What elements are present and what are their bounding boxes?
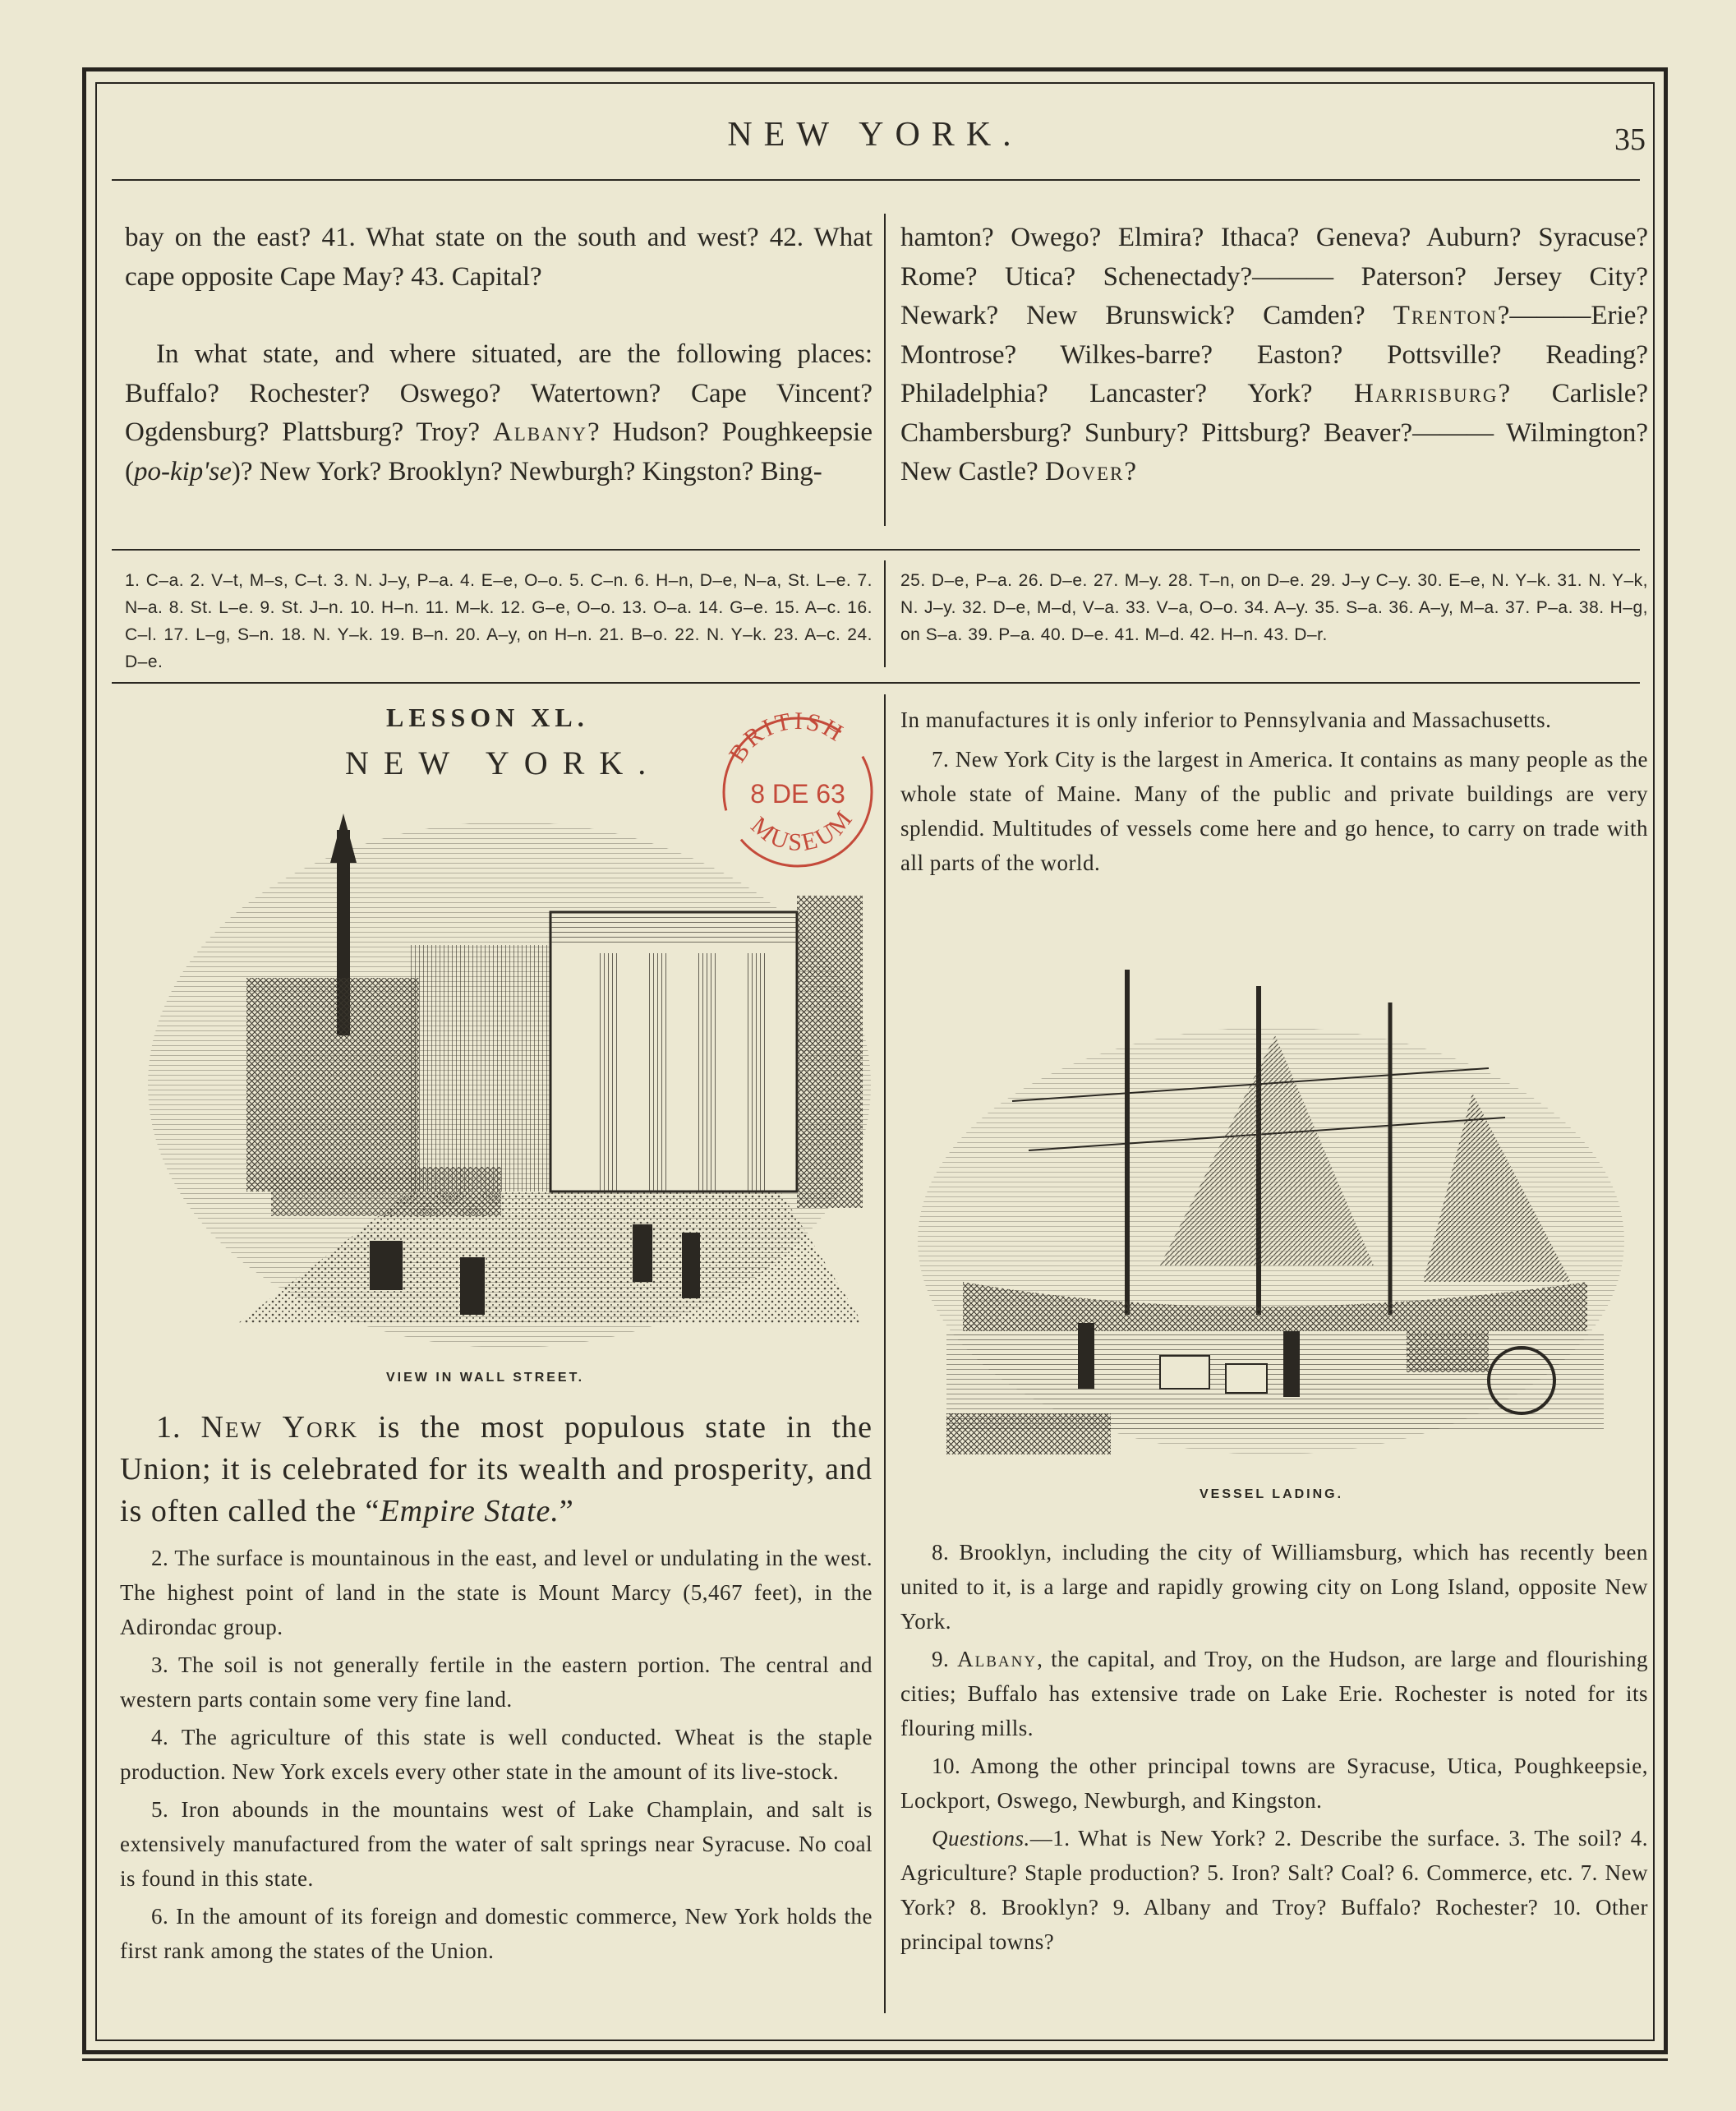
wall-street-engraving xyxy=(140,814,879,1356)
bottom-rule xyxy=(82,2058,1668,2061)
capital-dover: Dover xyxy=(1044,457,1125,486)
svg-text:BRITISH xyxy=(724,708,850,767)
column-divider-answers xyxy=(884,560,886,667)
paragraph-8: 8. Brooklyn, including the city of Williamsburg, which has recently been united to it, is a large and rapidly growing city on Long Island, opposite New York. xyxy=(900,1540,1648,1634)
state-name: New York xyxy=(200,1410,359,1445)
paragraph-text: ” xyxy=(559,1494,574,1528)
questions-text: In what state, and where situated, are the following places: Buffalo? Rochester? Oswego? Watertown? Cape Vincent? Ogdensburg? Plattsburg? Troy? xyxy=(125,339,873,447)
pronunciation: po-kip'se xyxy=(134,456,232,486)
paragraph-10: 10. Among the other principal towns are Syracuse, Utica, Poughkeepsie, Lockport, Oswego, Newburgh, and Kingston. xyxy=(900,1754,1648,1813)
header-rule xyxy=(112,179,1640,181)
capital-harrisburg: Harrisburg xyxy=(1354,379,1499,408)
page-running-title: NEW YORK. xyxy=(727,116,1023,154)
paragraph-5: 5. Iron abounds in the mountains west of Lake Champlain, and salt is extensively manufactured from the water of salt springs near Syracuse. No coal is found in this state. xyxy=(120,1797,873,1891)
paragraph-text: , the capital, and Troy, on the Hudson, are large and flourishing cities; Buffalo has extensive trade on Lake Erie. Rochester is noted for its flouring mills. xyxy=(900,1647,1648,1740)
column-divider-main xyxy=(884,694,886,2013)
questions-text: ?———Erie? Montrose? Wilkes-barre? Easton? Pottsville? Reading? Philadelphia? Lancaster? York? xyxy=(900,301,1648,408)
paragraph-7: 7. New York City is the largest in America. It contains as many people as the whole state of Maine. Many of the public and private buildings are very splendid. Multitudes of vessels come here and go hence, to carry on trade with all parts of the world. xyxy=(900,747,1648,875)
paragraph-6-continued: In manufactures it is only inferior to Pennsylvania and Massachusetts. xyxy=(900,708,1552,732)
capital-trenton: Trenton xyxy=(1393,301,1498,330)
capital-albany: Albany xyxy=(957,1647,1038,1671)
stamp-text-top: BRITISH xyxy=(723,707,850,767)
questions-text: ? Carlisle? Chambersburg? Sunbury? Pittsburg? Beaver?——— Wilmington? New Castle? xyxy=(900,379,1648,486)
answer-key-left: 1. C–a. 2. V–t, M–s, C–t. 3. N. J–y, P–a. 4. E–e, O–o. 5. C–n. 6. H–n, D–e, N–a, St. L–e. 7. N–a. 8. St. L–e. 9. St. J–n. 10. H–n. 11. M–k. 12. G–e, O–o. 13. O–a. 14. G–e. 15. A–c. 16. C–l. 17. L–g, S–n. 18. N. Y–k. 19. B–n. 20. A–y, on H–n. 21. B–o. 22. N. Y–k. 23. A–c. 24. D–e. xyxy=(125,571,873,671)
questions-column-left xyxy=(125,219,873,491)
questions-text: —1. What is New York? 2. Describe the surface. 3. The soil? 4. Agriculture? Staple production? 5. Iron? Salt? Coal? 6. Commerce, etc. 7. New York? 8. Brooklyn? 9. Albany and Troy? Buffalo? Rochester? 10. Other principal towns? xyxy=(900,1826,1648,1954)
questions-text: )? New York? Brooklyn? Newburgh? Kingston? Bing- xyxy=(231,456,822,486)
caption-vessel-lading: VESSEL LADING. xyxy=(1200,1487,1344,1501)
questions-column-right xyxy=(900,219,1648,492)
body-column-left xyxy=(120,1407,873,1968)
questions-paragraph-2 xyxy=(125,335,873,491)
paragraph-text: is the most populous state in the Union; it is celebrated for its wealth and prosperity, and is often called the “ xyxy=(120,1410,873,1528)
paragraph-6: 6. In the amount of its foreign and domestic commerce, New York holds the first rank among the states of the Union. xyxy=(120,1904,873,1963)
body-column-right-bottom xyxy=(900,1535,1648,1959)
questions-text: ? xyxy=(1124,457,1137,486)
caption-wall-street: VIEW IN WALL STREET. xyxy=(386,1371,585,1385)
lesson-number: LESSON XL. xyxy=(386,703,589,732)
paragraph-number: 1. xyxy=(156,1410,201,1445)
body-column-right-top xyxy=(900,703,1648,880)
nickname-empire-state: Empire State. xyxy=(380,1494,559,1528)
capital-albany: Albany xyxy=(492,417,587,447)
stamp-date: 8 DE 63 xyxy=(750,779,845,809)
paragraph-2: 2. The surface is mountainous in the east, and level or undulating in the west. The highest point of land in the state is Mount Marcy (5,467 feet), in the Adirondac group. xyxy=(120,1546,873,1639)
vessel-lading-engraving xyxy=(914,970,1628,1471)
paragraph-1 xyxy=(120,1407,873,1533)
answer-key-right: 25. D–e, P–a. 26. D–e. 27. M–y. 28. T–n, on D–e. 29. J–y C–y. 30. E–e, N. Y–k. 31. N. Y–k, N. J–y. 32. D–e, M–d, V–a. 33. V–a, O–o. 34. A–y. 35. S–a. 36. A–y, M–a. 37. P–a. 38. H–g, on S–a. 39. P–a. 40. D–e. 41. M–d. 42. H–n. 43. D–r. xyxy=(900,571,1648,644)
paragraph-3: 3. The soil is not generally fertile in the eastern portion. The central and western parts contain some very fine land. xyxy=(120,1652,873,1712)
paragraph-4: 4. The agriculture of this state is well conducted. Wheat is the staple production. New York excels every other state in the amount of its live-stock. xyxy=(120,1725,873,1784)
questions-label: Questions. xyxy=(932,1826,1030,1851)
stamp-text-bottom: MUSEUM xyxy=(745,804,859,857)
answers-top-rule xyxy=(112,549,1640,551)
lesson-title: NEW YORK. xyxy=(345,744,661,781)
questions-text: hamton? Owego? Elmira? Ithaca? Geneva? Auburn? Syracuse? Rome? Utica? Schenectady?——— Paterson? Jersey City? Newark? New Brunswick? Camden? xyxy=(900,223,1648,330)
page-number: 35 xyxy=(1614,122,1646,157)
column-divider-top xyxy=(884,214,886,526)
review-questions xyxy=(900,1821,1648,1959)
questions-text: ? Hudson? Poughkeepsie ( xyxy=(125,417,873,486)
questions-paragraph-1: bay on the east? 41. What state on the south and west? 42. What cape opposite Cape May? 43. Capital? xyxy=(125,223,873,292)
paragraph-number: 9. xyxy=(932,1647,958,1671)
paragraph-9 xyxy=(900,1642,1648,1745)
answers-bottom-rule xyxy=(112,682,1640,684)
questions-paragraph-3 xyxy=(900,219,1648,492)
